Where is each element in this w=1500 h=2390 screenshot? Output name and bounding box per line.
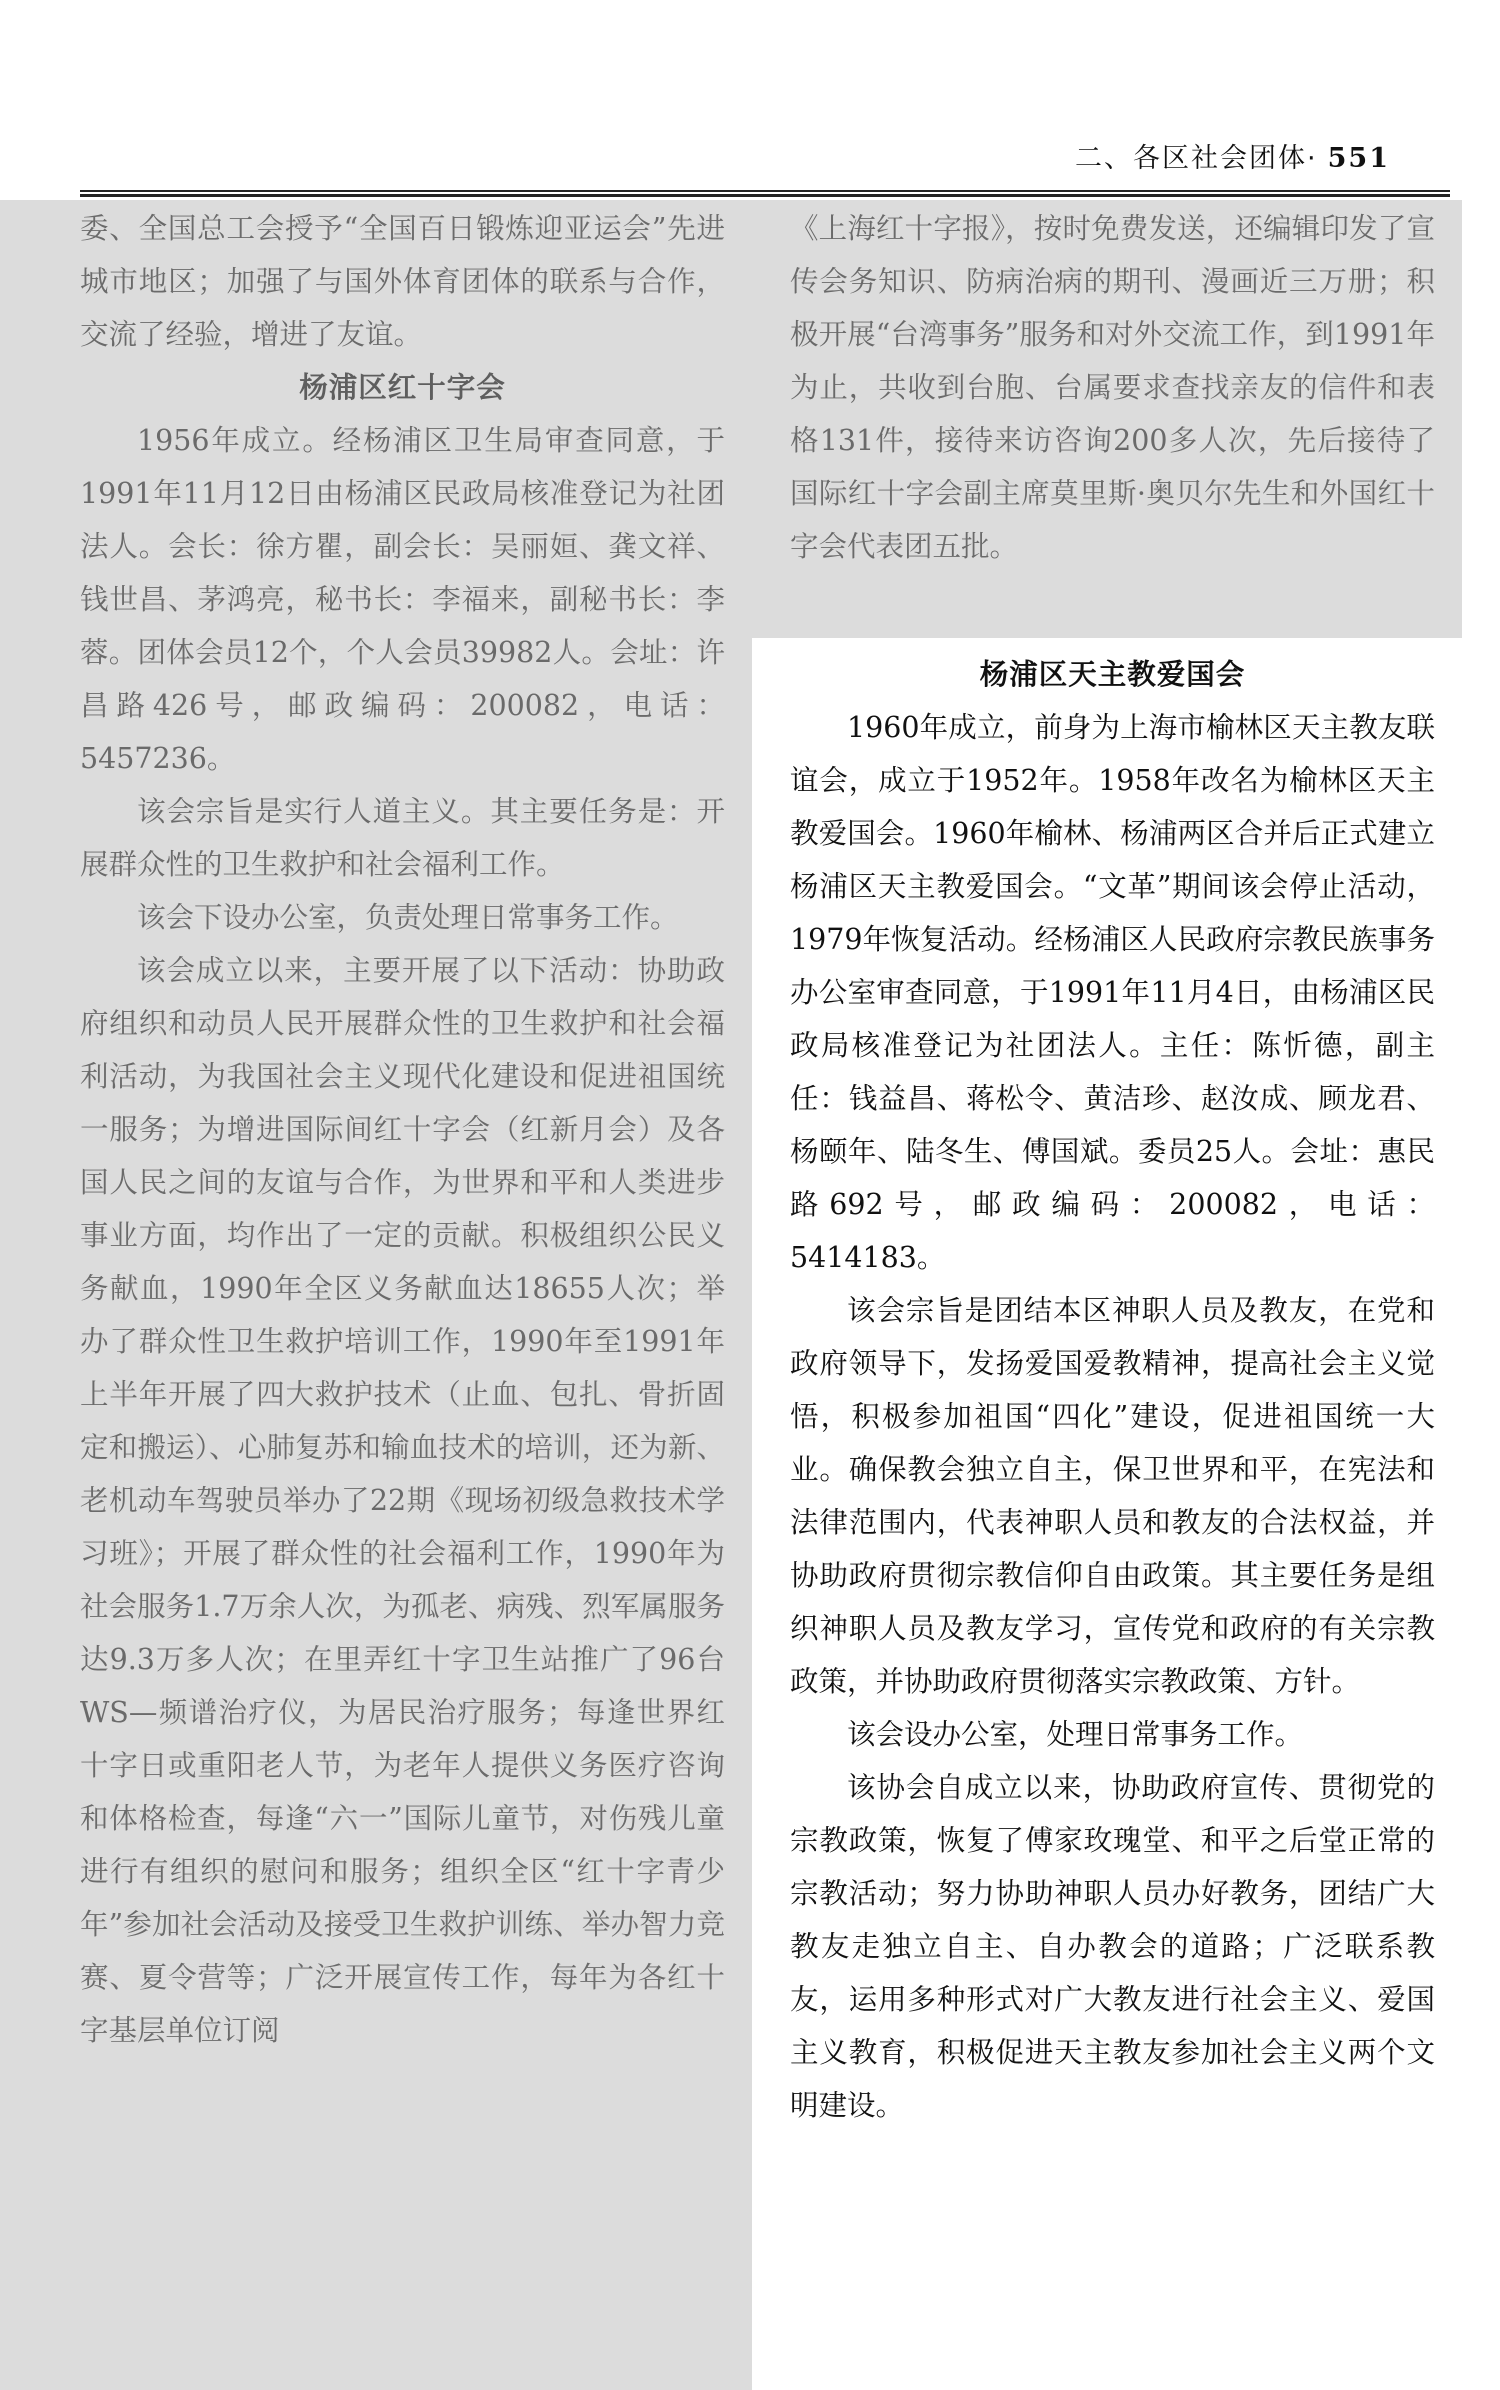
right-column-continuation xyxy=(790,202,1435,573)
page-number: 551 xyxy=(1327,143,1390,174)
paragraph: 该会下设办公室，负责处理日常事务工作。 xyxy=(137,901,679,934)
right-column xyxy=(790,648,1435,2132)
paragraph: 1956年成立。经杨浦区卫生局审查同意，于1991年11月12日由杨浦区民政局核准登记为社团法人。会长：徐方瞿，副会长：吴丽姮、龚文祥、钱世昌、茅鸿亮，秘书长：李福来，副秘书长：李蓉。团体会员12个，个人会员39982人。会址：许昌路426号，邮政编码：200082，电话：5457236。 xyxy=(80,424,725,775)
section-title: 二、各区社会团体· xyxy=(1075,143,1318,174)
paragraph: 该会宗旨是团结本区神职人员及教友，在党和政府领导下，发扬爱国爱教精神，提高社会主义觉悟，积极参加祖国“四化”建设，促进祖国统一大业。确保教会独立自主，保卫世界和平，在宪法和法律范围内，代表神职人员和教友的合法权益，并协助政府贯彻宗教信仰自由政策。其主要任务是组织神职人员及教友学习，宣传党和政府的有关宗教政策，并协助政府贯彻落实宗教政策、方针。 xyxy=(790,1294,1435,1698)
left-column xyxy=(80,202,725,2057)
section-heading-catholic-association: 杨浦区天主教爱国会 xyxy=(979,658,1246,691)
paragraph: 该协会自成立以来，协助政府宣传、贯彻党的宗教政策，恢复了傅家玫瑰堂、和平之后堂正常的宗教活动；努力协助神职人员办好教务，团结广大教友走独立自主、自办教会的道路；广泛联系教友，运用多种形式对广大教友进行社会主义、爱国主义教育，积极促进天主教友参加社会主义两个文明建设。 xyxy=(790,1771,1435,2122)
continuation-paragraph: 《上海红十字报》，按时免费发送，还编辑印发了宣传会务知识、防病治病的期刊、漫画近三万册；积极开展“台湾事务”服务和对外交流工作，到1991年为止，共收到台胞、台属要求查找亲友的信件和表格131件，接待来访咨询200多人次，先后接待了国际红十字会副主席莫里斯·奥贝尔先生和外国红十字会代表团五批。 xyxy=(790,212,1435,563)
paragraph: 1960年成立，前身为上海市榆林区天主教友联谊会，成立于1952年。1958年改名为榆林区天主教爱国会。1960年榆林、杨浦两区合并后正式建立杨浦区天主教爱国会。“文革”期间该会停止活动，1979年恢复活动。经杨浦区人民政府宗教民族事务办公室审查同意，于1991年11月4日，由杨浦区民政局核准登记为社团法人。主任：陈忻德，副主任：钱益昌、蒋松令、黄洁珍、赵汝成、顾龙君、杨颐年、陆冬生、傅国斌。委员25人。会址：惠民路692号，邮政编码：200082，电话：5414183。 xyxy=(790,711,1435,1274)
continuation-paragraph: 委、全国总工会授予“全国百日锻炼迎亚运会”先进城市地区；加强了与国外体育团体的联系与合作，交流了经验，增进了友谊。 xyxy=(80,212,725,351)
header-rule-thick xyxy=(80,194,1450,197)
paragraph: 该会宗旨是实行人道主义。其主要任务是：开展群众性的卫生救护和社会福利工作。 xyxy=(80,795,725,881)
header-rule xyxy=(80,190,1450,192)
section-heading-red-cross: 杨浦区红十字会 xyxy=(299,371,506,404)
paragraph: 该会成立以来，主要开展了以下活动：协助政府组织和动员人民开展群众性的卫生救护和社会福利活动，为我国社会主义现代化建设和促进祖国统一服务；为增进国际间红十字会（红新月会）及各国人民之间的友谊与合作，为世界和平和人类进步事业方面，均作出了一定的贡献。积极组织公民义务献血，1990年全区义务献血达18655人次；举办了群众性卫生救护培训工作，1990年至1991年上半年开展了四大救护技术（止血、包扎、骨折固定和搬运）、心肺复苏和输血技术的培训，还为新、老机动车驾驶员举办了22期《现场初级急救技术学习班》；开展了群众性的社会福利工作，1990年为社会服务1.7万余人次，为孤老、病残、烈军属服务达9.3万多人次；在里弄红十字卫生站推广了96台WS—频谱治疗仪，为居民治疗服务；每逢世界红十字日或重阳老人节，为老年人提供义务医疗咨询和体格检查，每逢“六一”国际儿童节，对伤残儿童进行有组织的慰问和服务；组织全区“红十字青少年”参加社会活动及接受卫生救护训练、举办智力竞赛、夏令营等；广泛开展宣传工作，每年为各红十字基层单位订阅 xyxy=(80,954,725,2047)
running-header xyxy=(1075,136,1390,175)
paragraph: 该会设办公室，处理日常事务工作。 xyxy=(847,1718,1304,1751)
